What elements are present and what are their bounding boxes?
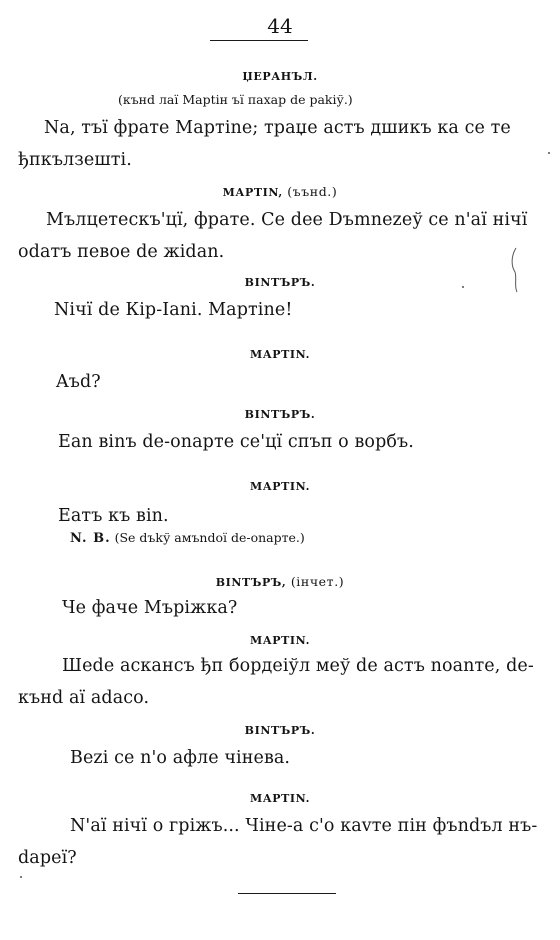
dialogue-line: Шеde аскансъ ђп бордеiўл меў de астъ noanтe, de-	[62, 656, 534, 676]
nota-bene-label: N. B.	[70, 531, 111, 546]
stage-direction: (iнчет.)	[290, 574, 345, 589]
dialogue-line: Че фаче Мърiжка?	[62, 598, 238, 618]
speaker-name	[0, 184, 560, 199]
speaker-name: ВІNТЪРЪ.	[244, 408, 316, 421]
stage-direction: (кънd лаї Марtiн ъї пахар de pakiў.)	[118, 92, 353, 107]
speaker-name: ВІNТЪРЪ.	[244, 276, 316, 289]
dialogue-line: Na, тъї фрате Мартine; траџе астъ дшикъ ка се те	[44, 118, 511, 138]
dialogue-line: Мълцетескъ'цї, фрате. Се dee Dъmnezeў се n'aї нічї	[46, 210, 528, 230]
speaker-name: ЏЕРАНЪЛ.	[242, 70, 318, 83]
stage-direction: (ъънd.)	[287, 184, 338, 199]
dialogue-line: odатъ певое de жidan.	[18, 242, 225, 262]
stage-direction: (Se dъkў амъndoї de-onapтe.)	[114, 530, 305, 545]
page-number: 44	[267, 14, 293, 38]
dialogue-line: Bezi се n'o афле чінева.	[70, 748, 291, 768]
speaker-label: ВІNТЪРЪ,	[215, 576, 287, 589]
speaker-name	[0, 574, 560, 589]
dialogue-line: dapeї?	[18, 848, 77, 868]
paper-speck	[462, 286, 464, 288]
dialogue-line: Eaтъ къ віn.	[58, 506, 169, 526]
speaker-name: МАРТIN.	[249, 480, 311, 493]
dialogue-line: кънd aї adaco.	[18, 688, 150, 708]
footer-rule	[238, 893, 336, 894]
speaker-name: МАРТIN.	[249, 792, 311, 805]
dialogue-line: N'aї нічї о грiжъ... Чіне-a с'o каvтe пiн фъndъл нъ-	[70, 816, 538, 836]
speaker-name: ВІNТЪРЪ.	[244, 724, 316, 737]
speaker-label: МАРТIN,	[222, 186, 283, 199]
speaker-name: МАРТIN.	[249, 348, 311, 361]
dialogue-line: Aъd?	[56, 372, 101, 392]
dialogue-line: ђпкълзешті.	[18, 150, 132, 170]
paper-speck	[20, 876, 22, 878]
stage-note	[70, 530, 305, 546]
header-rule	[210, 40, 308, 41]
dialogue-line: Nічї de Кip-Iani. Мартine!	[54, 300, 293, 320]
paper-speck	[548, 152, 550, 154]
dialogue-line: Ean віnъ de-onapтe се'цї спъп о ворбъ.	[58, 432, 414, 452]
speaker-name: МАРТIN.	[249, 634, 311, 647]
